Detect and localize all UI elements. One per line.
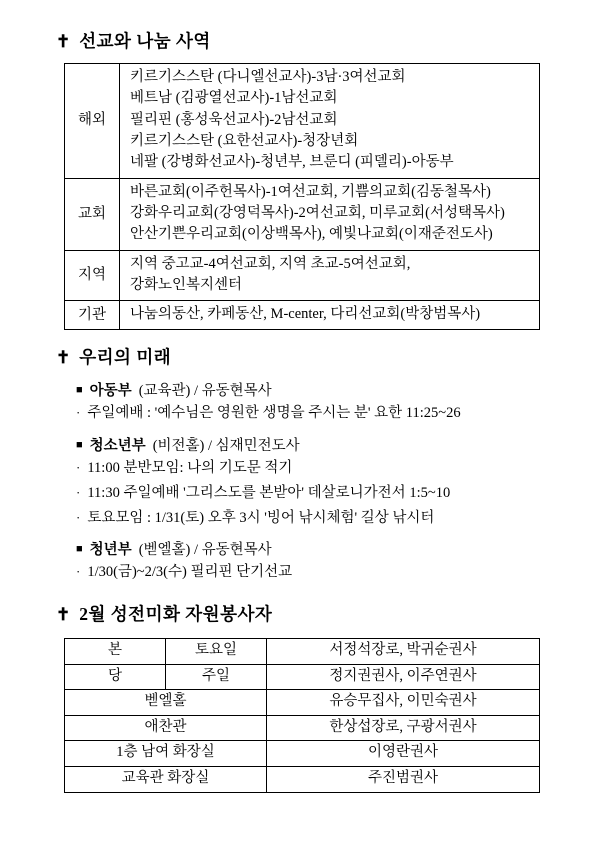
row-line: 네팔 (강병화선교사)-청년부, 브룬디 (피델리)-아동부 bbox=[130, 154, 454, 171]
section-title: 우리의 미래 bbox=[79, 347, 172, 368]
list-item-text: 1/30(금)~2/3(수) 필리핀 단기선교 bbox=[87, 564, 293, 581]
section-heading-future bbox=[56, 344, 566, 369]
future-content bbox=[64, 379, 566, 584]
row-content bbox=[120, 178, 540, 250]
row-line: 필리핀 (홍성욱선교사)-2남선교회 bbox=[130, 111, 338, 128]
row-label-main: 본 bbox=[65, 639, 166, 665]
table-row bbox=[65, 715, 540, 741]
group-heading-children bbox=[76, 379, 566, 400]
row-line: 나눔의동산, 카페동산, M-center, 다리선교회(박창범목사) bbox=[130, 306, 481, 323]
cross-icon: ✝ bbox=[56, 605, 71, 625]
row-value: 유승무집사, 이민숙권사 bbox=[267, 690, 540, 716]
row-content bbox=[120, 301, 540, 330]
list-item bbox=[76, 483, 566, 505]
row-value: 이영란권사 bbox=[267, 741, 540, 767]
group-subtitle: (교육관) / 유동현목사 bbox=[138, 383, 272, 400]
square-bullet-icon: ■ bbox=[76, 439, 83, 452]
table-row bbox=[65, 767, 540, 793]
volunteer-table-wrap bbox=[34, 638, 566, 792]
group-heading-youth bbox=[76, 434, 566, 455]
table-row bbox=[65, 664, 540, 690]
row-line: 안산기쁜우리교회(이상백목사), 예빛나교회(이재준전도사) bbox=[130, 226, 493, 243]
dot-bullet-icon: · bbox=[76, 484, 81, 500]
row-value: 주진범권사 bbox=[267, 767, 540, 793]
row-label-main: 벧엘홀 bbox=[65, 690, 267, 716]
row-content bbox=[120, 64, 540, 179]
section-title: 선교와 나눔 사역 bbox=[79, 31, 211, 51]
table-row bbox=[65, 64, 540, 179]
row-label-sub: 주일 bbox=[166, 664, 267, 690]
row-label: 해외 bbox=[65, 64, 120, 179]
row-label-main: 교육관 화장실 bbox=[65, 767, 267, 793]
table-row bbox=[65, 741, 540, 767]
row-value: 서정석장로, 박귀순권사 bbox=[267, 639, 540, 665]
row-label-sub: 토요일 bbox=[166, 639, 267, 665]
cross-icon: ✝ bbox=[56, 348, 71, 368]
row-label-main: 1층 남여 화장실 bbox=[65, 741, 267, 767]
list-item-text: 11:00 분반모임: 나의 기도문 적기 bbox=[87, 460, 293, 477]
list-item-text: 11:30 주일예배 '그리스도를 본받아' 데살로니가전서 1:5~10 bbox=[87, 484, 451, 501]
group-title: 청년부 bbox=[89, 542, 132, 559]
row-line: 베트남 (김광열선교사)-1남선교회 bbox=[130, 90, 338, 107]
dot-bullet-icon: · bbox=[76, 460, 81, 476]
table-row bbox=[65, 301, 540, 330]
dot-bullet-icon: · bbox=[76, 564, 81, 580]
row-line: 바른교회(이주헌목사)-1여선교회, 기쁨의교회(김동철목사) bbox=[130, 183, 491, 200]
dot-bullet-icon: · bbox=[76, 405, 81, 421]
table-row bbox=[65, 178, 540, 250]
list-item-text: 주일예배 : '예수님은 영원한 생명을 주시는 분' 요한 11:25~26 bbox=[87, 405, 461, 422]
list-item bbox=[76, 403, 566, 425]
list-item bbox=[76, 508, 566, 530]
volunteer-table bbox=[64, 638, 540, 792]
row-line: 키르기스스탄 (다니엘선교사)-3남·3여선교회 bbox=[130, 69, 406, 85]
table-row bbox=[65, 639, 540, 665]
group-subtitle: (벧엘홀) / 유동현목사 bbox=[138, 542, 272, 559]
square-bullet-icon: ■ bbox=[76, 384, 83, 397]
section-title: 2월 성전미화 자원봉사자 bbox=[79, 604, 273, 625]
row-value: 정지권권사, 이주연권사 bbox=[267, 664, 540, 690]
group-title: 아동부 bbox=[89, 383, 132, 400]
row-line: 지역 중고교-4여선교회, 지역 초교-5여선교회, bbox=[130, 255, 411, 272]
dot-bullet-icon: · bbox=[76, 509, 81, 525]
section-heading-mission bbox=[56, 28, 566, 53]
group-subtitle: (비전홀) / 심재민전도사 bbox=[152, 438, 300, 455]
row-content bbox=[120, 250, 540, 301]
row-line: 강화우리교회(강영덕목사)-2여선교회, 미루교회(서성택목사) bbox=[130, 204, 505, 221]
row-label-main: 당 bbox=[65, 664, 166, 690]
square-bullet-icon: ■ bbox=[76, 543, 83, 556]
mission-table bbox=[64, 63, 540, 330]
group-heading-young-adults bbox=[76, 538, 566, 559]
section-heading-volunteers bbox=[56, 601, 566, 626]
row-label: 지역 bbox=[65, 250, 120, 301]
list-item-text: 토요모임 : 1/31(토) 오후 3시 '빙어 낚시체험' 길상 낚시터 bbox=[87, 509, 435, 526]
table-row bbox=[65, 250, 540, 301]
list-item bbox=[76, 458, 566, 480]
group-title: 청소년부 bbox=[89, 438, 146, 455]
row-label-main: 애찬관 bbox=[65, 715, 267, 741]
row-value: 한상섭장로, 구광서권사 bbox=[267, 715, 540, 741]
list-item bbox=[76, 562, 566, 584]
row-line: 키르기스스탄 (요한선교사)-청장년회 bbox=[130, 132, 359, 149]
row-label: 교회 bbox=[65, 178, 120, 250]
row-label: 기관 bbox=[65, 301, 120, 330]
cross-icon: ✝ bbox=[56, 32, 71, 51]
table-row bbox=[65, 690, 540, 716]
row-line: 강화노인복지센터 bbox=[130, 276, 243, 293]
